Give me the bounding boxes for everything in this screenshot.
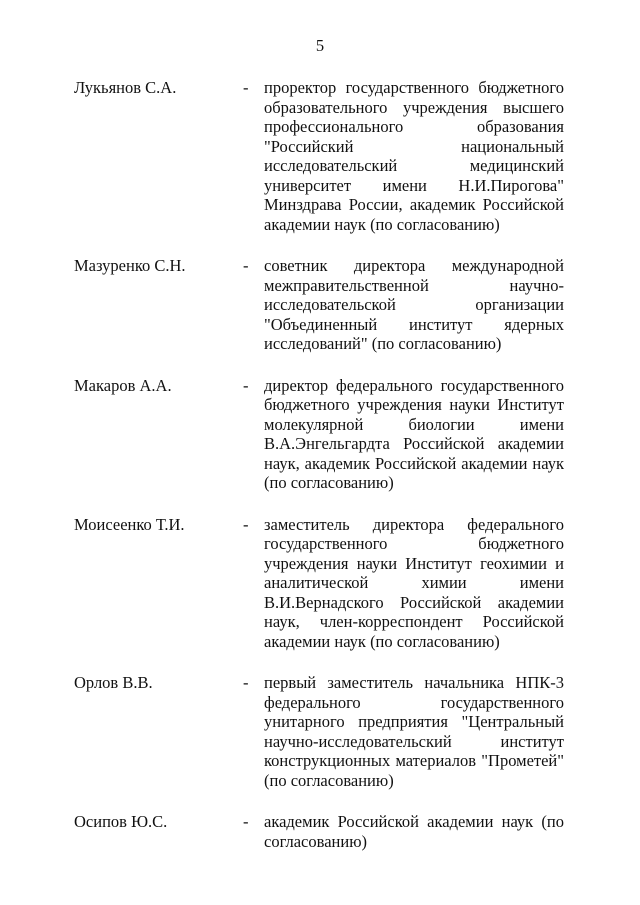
list-item xyxy=(0,256,640,354)
dash-separator: - xyxy=(243,375,249,395)
list-item xyxy=(0,673,640,790)
list-item xyxy=(0,812,640,851)
member-position: первый заместитель начальника НПК-3 федерального государственного унитарного предприятия "Центральный научно-исследовательский институт конструкционных материалов "Прометей" (по согласованию) xyxy=(264,673,564,790)
page-number: 5 xyxy=(315,36,325,55)
member-name: Мазуренко С.Н. xyxy=(74,256,186,275)
member-name: Моисеенко Т.И. xyxy=(74,514,185,534)
member-position: заместитель директора федерального государственного бюджетного учреждения науки Институт геохимии и аналитической химии имени В.И.Вернадского Российской академии наук, член-корреспондент Российской академии наук (по согласованию) xyxy=(264,514,564,651)
list-item xyxy=(0,515,640,652)
member-list xyxy=(0,78,640,873)
member-name: Лукьянов С.А. xyxy=(74,78,177,97)
member-name: Макаров А.А. xyxy=(74,375,172,395)
dash-separator: - xyxy=(243,812,249,831)
dash-separator: - xyxy=(243,78,249,97)
member-position: директор федерального государственного бюджетного учреждения науки Институт молекулярной биологии имени В.А.Энгельгардта Российской академии наук, академик Российской академии наук (по согласованию) xyxy=(264,375,564,492)
list-item xyxy=(0,376,640,493)
member-position: проректор государственного бюджетного образовательного учреждения высшего профессионального образования "Российский национальный исследовательский медицинский университет имени Н.И.Пирогова" Минздрава России, академик Российской академии наук (по согласованию) xyxy=(264,78,564,234)
dash-separator: - xyxy=(243,673,249,692)
member-name: Орлов В.В. xyxy=(74,673,153,692)
member-name: Осипов Ю.С. xyxy=(74,812,168,831)
list-item xyxy=(0,78,640,234)
member-position: академик Российской академии наук (по согласованию) xyxy=(264,812,564,851)
member-position: советник директора международной межправительственной научно-исследовательской организации "Объединенный институт ядерных исследований" (по согласованию) xyxy=(264,256,564,353)
dash-separator: - xyxy=(243,256,249,275)
dash-separator: - xyxy=(243,514,249,534)
